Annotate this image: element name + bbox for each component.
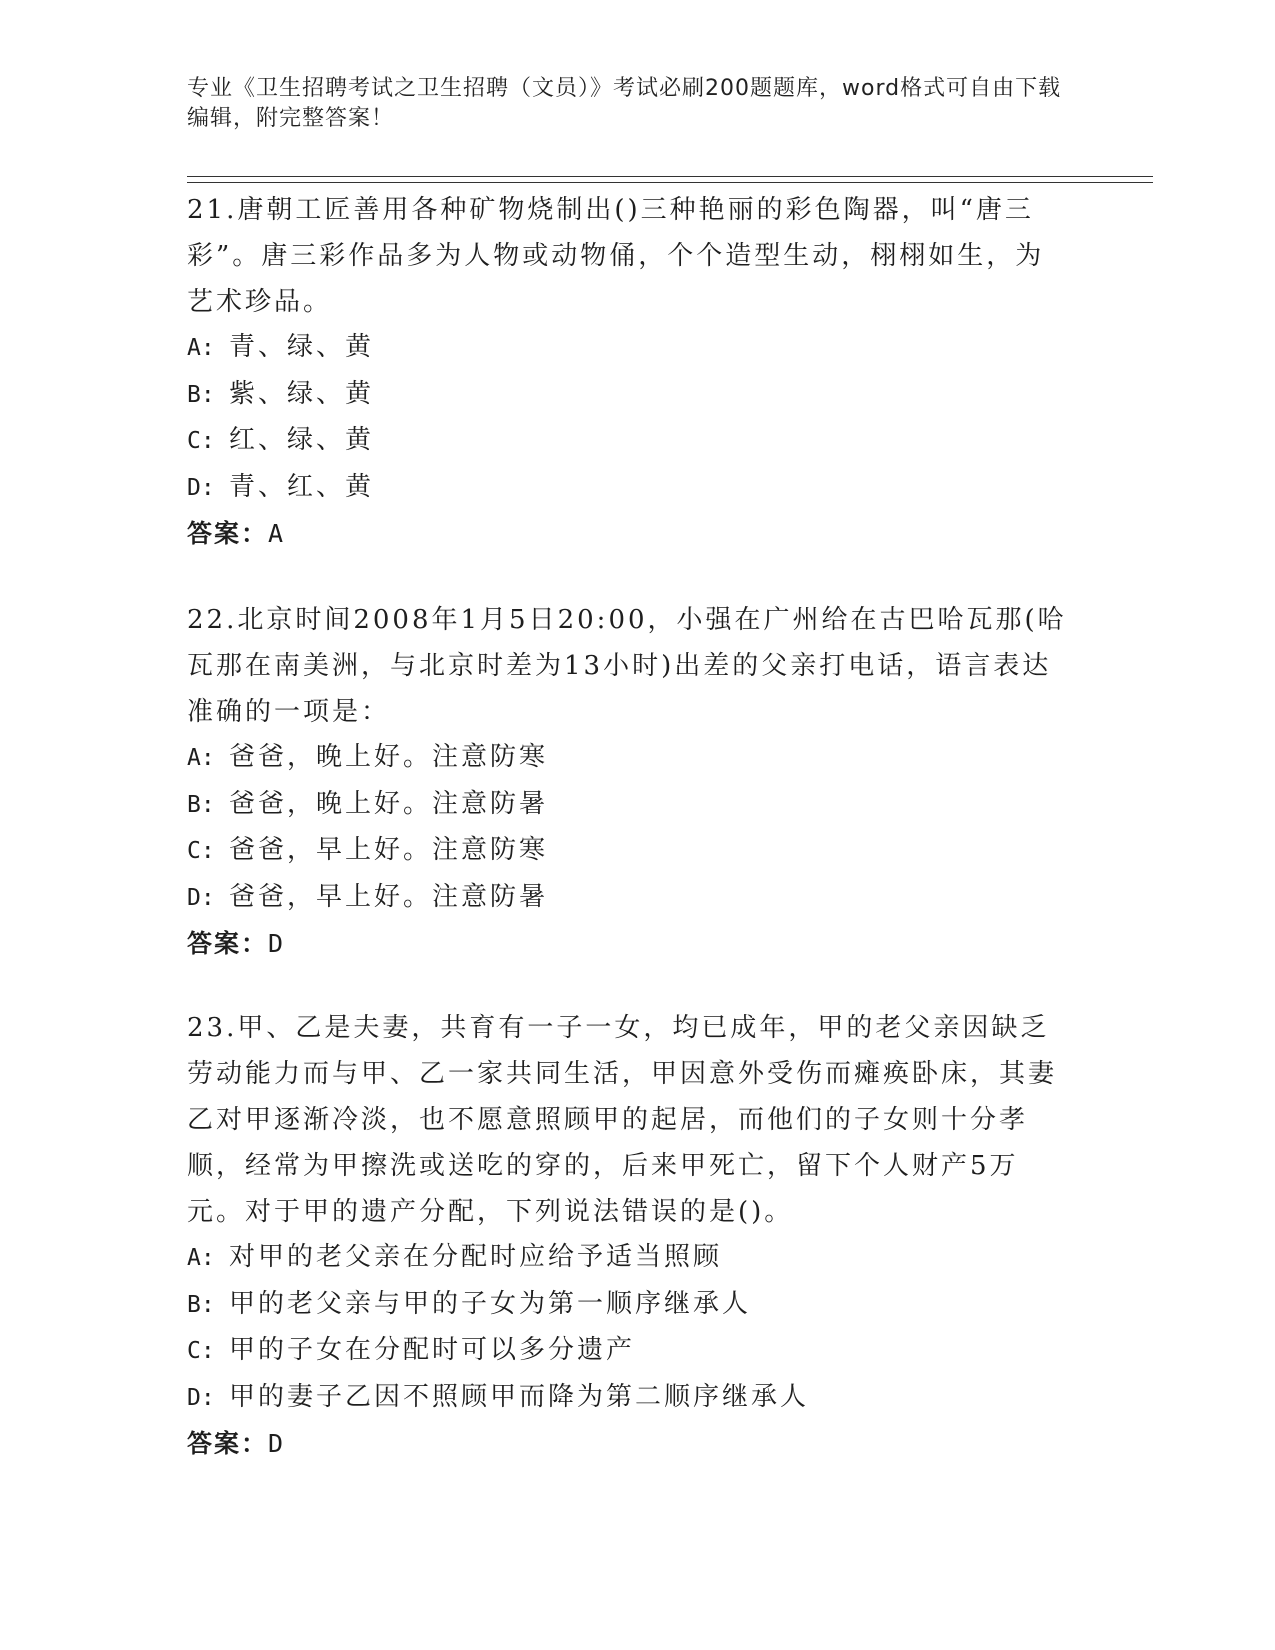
answer-line <box>187 511 1067 557</box>
header-divider-bottom <box>187 182 1153 183</box>
option-d <box>187 465 1067 512</box>
option-letter: D: <box>187 474 215 501</box>
option-c <box>187 828 1067 875</box>
option-text: 甲的妻子乙因不照顾甲而降为第二顺序继承人 <box>229 1381 810 1412</box>
option-letter: B: <box>187 381 215 408</box>
question-stem: 22.北京时间2008年1月5日20:00，小强在广州给在古巴哈瓦那(哈瓦那在南美洲，与北京时差为13小时)出差的父亲打电话，语言表达准确的一项是： <box>187 605 1067 727</box>
option-c <box>187 1328 1067 1375</box>
option-text: 对甲的老父亲在分配时应给予适当照顾 <box>229 1242 723 1272</box>
option-b <box>187 1282 1067 1329</box>
answer-line <box>187 1421 1067 1467</box>
option-d <box>187 875 1067 922</box>
option-b <box>187 372 1067 419</box>
answer-value: A <box>268 519 284 548</box>
answer-line <box>187 921 1067 967</box>
option-d <box>187 1375 1067 1422</box>
answer-label: 答案： <box>187 1429 269 1458</box>
option-text: 红、绿、黄 <box>229 425 375 455</box>
answer-label: 答案： <box>187 929 269 958</box>
answer-label: 答案： <box>187 519 269 548</box>
answer-value: D <box>268 1429 284 1458</box>
option-c <box>187 418 1067 465</box>
option-text: 爸爸，早上好。注意防暑 <box>229 881 549 912</box>
question-23 <box>187 1005 1067 1467</box>
option-letter: C: <box>187 1338 215 1364</box>
option-letter: D: <box>187 884 215 911</box>
question-22 <box>187 597 1067 967</box>
option-a <box>187 325 1067 372</box>
option-a <box>187 735 1067 782</box>
option-letter: A: <box>187 1245 215 1271</box>
option-text: 爸爸，晚上好。注意防暑 <box>229 788 549 819</box>
header-divider-top <box>187 176 1153 177</box>
option-letter: C: <box>187 428 215 454</box>
option-letter: A: <box>187 745 215 771</box>
option-a <box>187 1235 1067 1282</box>
option-letter: C: <box>187 838 215 864</box>
option-text: 甲的老父亲与甲的子女为第一顺序继承人 <box>229 1288 752 1319</box>
question-21 <box>187 187 1067 557</box>
answer-value: D <box>268 929 284 958</box>
option-text: 青、绿、黄 <box>229 332 375 362</box>
option-text: 青、红、黄 <box>229 471 375 502</box>
option-letter: B: <box>187 791 215 818</box>
option-letter: D: <box>187 1384 215 1411</box>
option-letter: B: <box>187 1291 215 1318</box>
question-stem: 21.唐朝工匠善用各种矿物烧制出()三种艳丽的彩色陶器，叫“唐三彩”。唐三彩作品多为人物或动物俑，个个造型生动，栩栩如生，为艺术珍品。 <box>187 195 1045 317</box>
option-text: 爸爸，早上好。注意防寒 <box>229 835 549 865</box>
option-text: 甲的子女在分配时可以多分遗产 <box>229 1335 636 1365</box>
document-header: 专业《卫生招聘考试之卫生招聘（文员）》考试必刷200题题库，word格式可自由下载编辑，附完整答案！ <box>187 76 1062 131</box>
option-b <box>187 782 1067 829</box>
option-text: 紫、绿、黄 <box>229 378 375 409</box>
option-letter: A: <box>187 335 215 361</box>
option-text: 爸爸，晚上好。注意防寒 <box>229 742 549 772</box>
question-stem: 23.甲、乙是夫妻，共育有一子一女，均已成年，甲的老父亲因缺乏劳动能力而与甲、乙一家共同生活，甲因意外受伤而瘫痪卧床，其妻乙对甲逐渐冷淡，也不愿意照顾甲的起居，而他们的子女则十分孝顺，经常为甲擦洗或送吃的穿的，后来甲死亡，留下个人财产5万元。对于甲的遗产分配，下列说法错误的是()。 <box>187 1013 1058 1227</box>
